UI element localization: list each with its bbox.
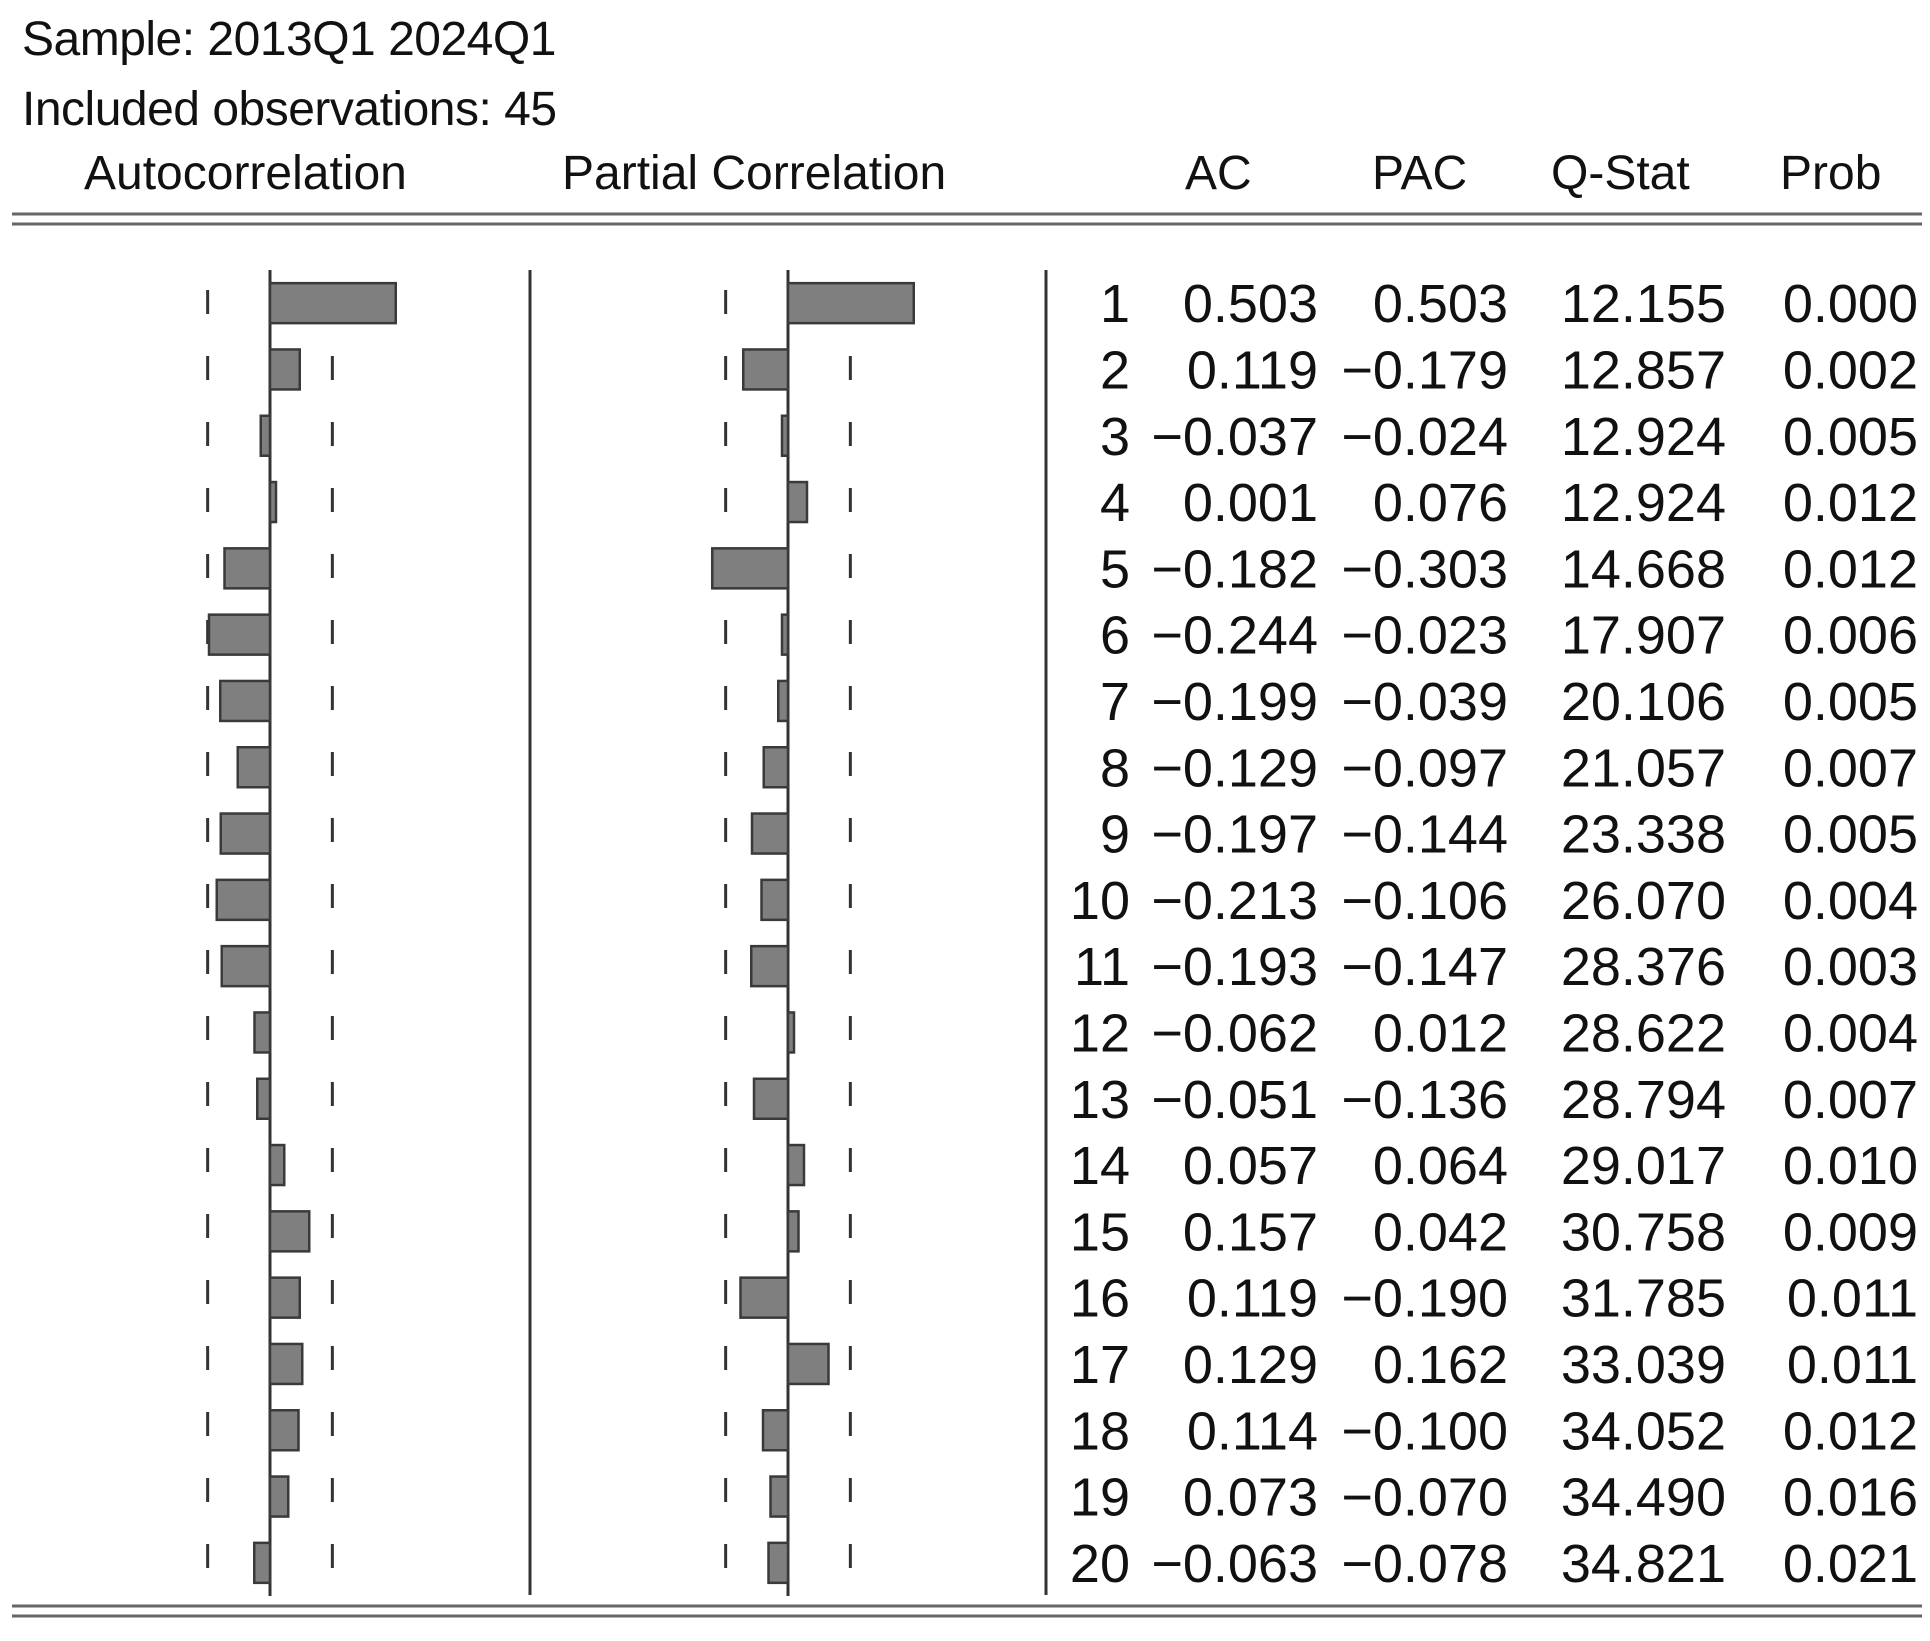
pac-bar-lag-9 [752,814,788,854]
pac-bar-lag-5 [712,548,788,588]
ac-value: −0.063 [1151,1533,1318,1594]
ac-bar-lag-3 [261,416,270,456]
ac-value: −0.182 [1151,539,1318,600]
sample-label: Sample: 2013Q1 2024Q1 [22,13,556,66]
pac-bar-lag-2 [743,349,788,389]
pac-value: 0.064 [1372,1136,1508,1197]
pac-bar-lag-10 [762,880,789,920]
qstat-value: 20.106 [1560,671,1726,732]
lag-label: 18 [1069,1401,1130,1462]
qstat-value: 28.376 [1560,937,1726,998]
qstat-value: 21.057 [1560,738,1726,799]
prob-value: 0.016 [1782,1467,1918,1528]
prob-value: 0.011 [1786,1334,1918,1395]
ac-value: 0.114 [1186,1401,1318,1462]
ac-value: 0.129 [1182,1334,1318,1395]
pac-value: −0.024 [1341,406,1508,467]
lag-label: 12 [1069,1003,1130,1064]
pac-bar-lag-20 [769,1543,789,1583]
pac-value: −0.144 [1341,804,1508,865]
ac-bar-lag-13 [257,1079,270,1119]
prob-value: 0.011 [1786,1268,1918,1329]
lag-label: 2 [1099,340,1130,401]
pac-bar-lag-6 [782,615,788,655]
prob-header: Prob [1780,147,1882,200]
qstat-value: 28.794 [1560,1069,1726,1130]
ac-bar-lag-15 [270,1211,309,1251]
ac-value: −0.199 [1151,671,1318,732]
ac-bar-lag-9 [221,814,270,854]
lag-label: 17 [1069,1334,1130,1395]
pac-bar-lag-14 [788,1145,804,1185]
pac-value: −0.078 [1341,1533,1508,1594]
ac-bar-lag-10 [217,880,270,920]
observations-label: Included observations: 45 [22,83,557,136]
pac-bar-lag-11 [751,946,788,986]
prob-value: 0.003 [1782,937,1918,998]
ac-value: 0.057 [1182,1136,1318,1197]
lag-label: 3 [1099,406,1130,467]
pac-bar-lag-13 [754,1079,788,1119]
pac-value: −0.097 [1341,738,1508,799]
pac-value: 0.042 [1372,1202,1508,1263]
pac-bar-lag-15 [788,1211,799,1251]
ac-bar-lag-16 [270,1278,300,1318]
ac-bar-lag-17 [270,1344,302,1384]
pac-bar-lag-12 [788,1012,794,1052]
lag-label: 19 [1069,1467,1130,1528]
ac-bar-lag-11 [222,946,270,986]
prob-value: 0.012 [1782,1401,1918,1462]
lag-label: 15 [1069,1202,1130,1263]
prob-value: 0.007 [1782,738,1918,799]
lag-label: 8 [1099,738,1130,799]
ac-bar-lag-19 [270,1477,288,1517]
prob-value: 0.012 [1782,539,1918,600]
pac-value: −0.179 [1341,340,1508,401]
ac-bar-lag-14 [270,1145,284,1185]
ac-bar-lag-2 [270,349,300,389]
ac-value: 0.503 [1182,274,1318,335]
pac-value: −0.147 [1341,937,1508,998]
lag-label: 6 [1099,605,1130,666]
pac-value: −0.106 [1341,870,1508,931]
autocorrelation-header: Autocorrelation [84,147,407,200]
prob-value: 0.004 [1782,1003,1918,1064]
qstat-value: 31.785 [1560,1268,1726,1329]
ac-bar-lag-4 [270,482,276,522]
ac-value: 0.119 [1186,1268,1318,1329]
qstat-value: 12.155 [1560,274,1726,335]
ac-bar-lag-1 [270,283,396,323]
lag-label: 11 [1073,937,1130,998]
pac-bar-lag-8 [764,747,788,787]
ac-bar-lag-5 [225,548,271,588]
pac-bar-lag-16 [741,1278,789,1318]
ac-bar-lag-12 [255,1012,271,1052]
prob-value: 0.005 [1782,406,1918,467]
pac-bar-lag-1 [788,283,914,323]
lag-label: 1 [1099,274,1130,335]
qstat-value: 12.924 [1560,473,1726,534]
ac-value: 0.119 [1186,340,1318,401]
prob-value: 0.005 [1782,671,1918,732]
qstat-value: 34.821 [1560,1533,1726,1594]
ac-bar-lag-7 [220,681,270,721]
qstat-header: Q-Stat [1551,147,1690,200]
lag-label: 16 [1069,1268,1130,1329]
lag-label: 7 [1099,671,1130,732]
pac-header: PAC [1372,147,1468,200]
pac-value: −0.303 [1341,539,1508,600]
ac-value: 0.157 [1182,1202,1318,1263]
partial-correlation-header: Partial Correlation [562,147,947,200]
prob-value: 0.004 [1782,870,1918,931]
prob-value: 0.002 [1782,340,1918,401]
prob-value: 0.006 [1782,605,1918,666]
ac-value: −0.197 [1151,804,1318,865]
prob-value: 0.012 [1782,473,1918,534]
pac-value: −0.070 [1341,1467,1508,1528]
ac-header: AC [1185,147,1252,200]
qstat-value: 28.622 [1560,1003,1726,1064]
qstat-value: 34.052 [1560,1401,1726,1462]
lag-label: 20 [1069,1533,1130,1594]
pac-bar-lag-4 [788,482,807,522]
ac-value: −0.213 [1151,870,1318,931]
lag-label: 9 [1099,804,1130,865]
pac-value: 0.503 [1372,274,1508,335]
qstat-value: 30.758 [1560,1202,1726,1263]
prob-value: 0.000 [1782,274,1918,335]
pac-bar-lag-17 [788,1344,829,1384]
pac-value: −0.100 [1341,1401,1508,1462]
ac-bar-lag-18 [270,1410,299,1450]
lag-label: 5 [1099,539,1130,600]
pac-value: −0.136 [1341,1069,1508,1130]
qstat-value: 12.924 [1560,406,1726,467]
ac-bar-lag-20 [254,1543,270,1583]
ac-value: −0.244 [1151,605,1318,666]
lag-label: 13 [1069,1069,1130,1130]
qstat-value: 23.338 [1560,804,1726,865]
ac-value: 0.001 [1182,473,1318,534]
qstat-value: 17.907 [1560,605,1726,666]
qstat-value: 29.017 [1560,1136,1726,1197]
pac-bar-lag-7 [778,681,788,721]
qstat-value: 33.039 [1560,1334,1726,1395]
prob-value: 0.021 [1782,1533,1918,1594]
prob-value: 0.009 [1782,1202,1918,1263]
ac-value: −0.129 [1151,738,1318,799]
pac-bar-lag-3 [782,416,788,456]
qstat-value: 26.070 [1560,870,1726,931]
ac-value: −0.037 [1151,406,1318,467]
ac-value: −0.062 [1151,1003,1318,1064]
pac-bar-lag-19 [771,1477,789,1517]
pac-value: 0.162 [1372,1334,1508,1395]
pac-value: 0.076 [1372,473,1508,534]
lag-label: 4 [1099,473,1130,534]
prob-value: 0.005 [1782,804,1918,865]
prob-value: 0.010 [1782,1136,1918,1197]
qstat-value: 34.490 [1560,1467,1726,1528]
qstat-value: 12.857 [1560,340,1726,401]
qstat-value: 14.668 [1560,539,1726,600]
lag-label: 14 [1069,1136,1130,1197]
prob-value: 0.007 [1782,1069,1918,1130]
ac-value: 0.073 [1182,1467,1318,1528]
ac-value: −0.193 [1151,937,1318,998]
pac-value: −0.039 [1341,671,1508,732]
pac-value: −0.023 [1341,605,1508,666]
ac-value: −0.051 [1151,1069,1318,1130]
ac-bar-lag-6 [209,615,270,655]
pac-value: −0.190 [1341,1268,1508,1329]
pac-bar-lag-18 [763,1410,788,1450]
lag-label: 10 [1069,870,1130,931]
pac-value: 0.012 [1372,1003,1508,1064]
ac-bar-lag-8 [238,747,270,787]
